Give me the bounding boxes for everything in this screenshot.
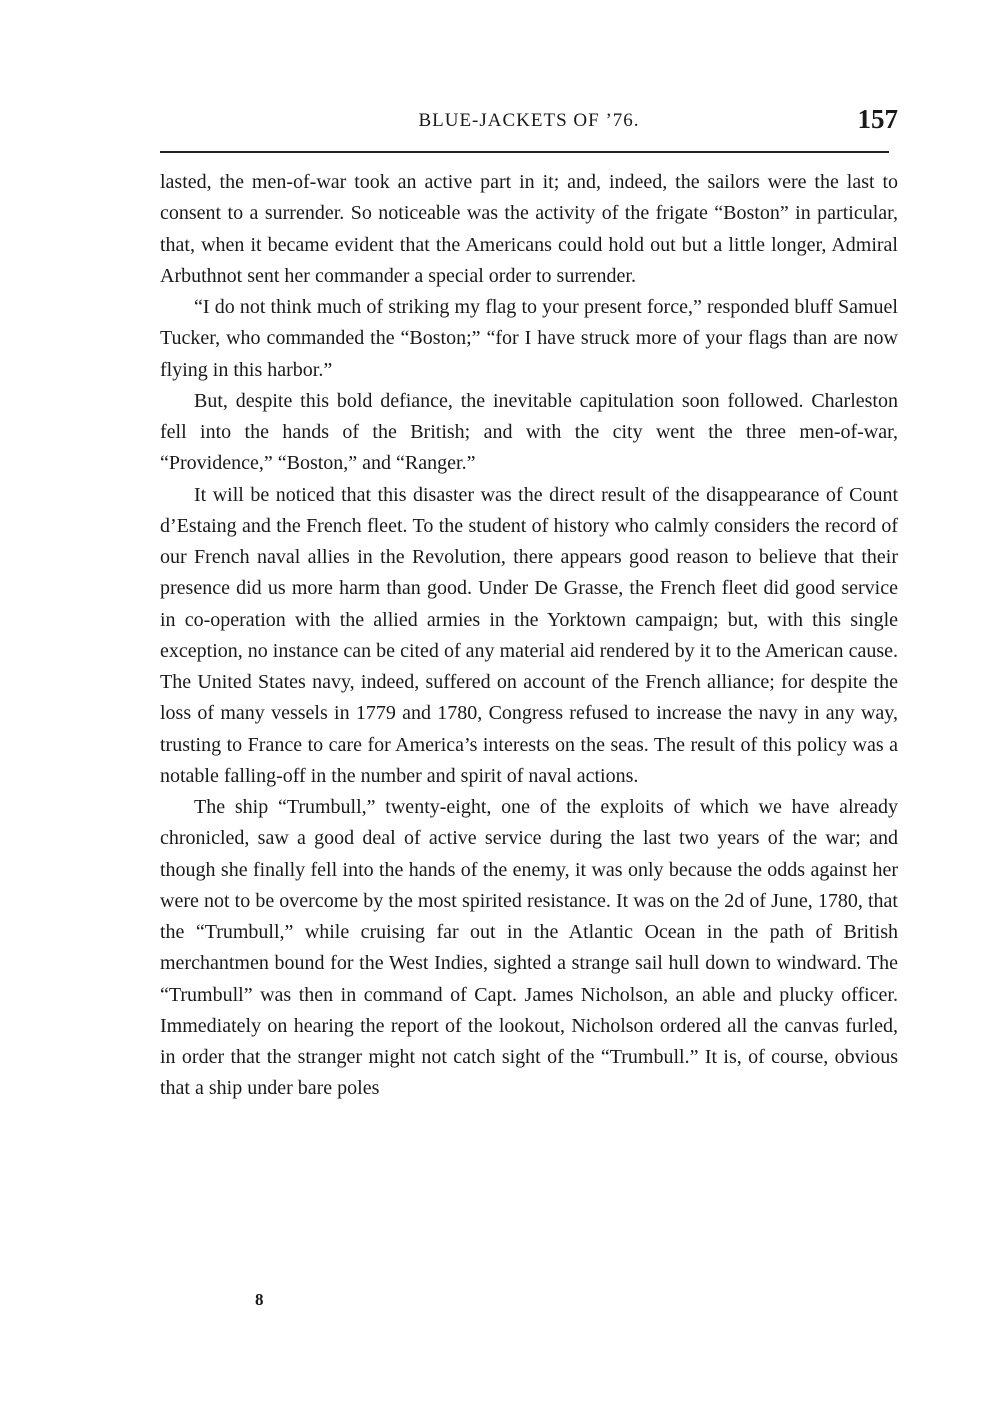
paragraph-trumbull: The ship “Trumbull,” twenty-eight, one of the exploits of which we have already chronicled, saw a good deal of active service during the last two years of the war; and though she finally fell into the hands of the enemy, it was only because the odds against her were not to be overcome by the most spirited resistance. It was on the 2d of June, 1780, that the “Trumbull,” while cruising far out in the Atlantic Ocean in the path of British merchantmen bound for the West Indies, sighted a strange sail hull down to windward. The “Trumbull” was then in command of Capt. James Nicholson, an able and plucky officer. Immediately on hearing the report of the lookout, Nicholson ordered all the canvas furled, in order that the stranger might not catch sight of the “Trumbull.” It is, of course, obvious that a ship under bare poles [160,796,898,1100]
paragraph-tucker-quote: “I do not think much of striking my flag to your present force,” responded bluff Samuel Tucker, who commanded the “Boston;” “for I have struck more of your flags than are now flying in this harbor.” [160,296,898,381]
body-text [160,167,898,1105]
paragraph-french-fleet: It will be noticed that this disaster was the direct result of the disappearance of Count d’Estaing and the French fleet. To the student of history who calmly considers the record of our French naval allies in the Revolution, there appears good reason to believe that their presence did us more harm than good. Under De Grasse, the French fleet did good service in co-operation with the allied armies in the Yorktown campaign; but, with this single exception, no instance can be cited of any material aid rendered by it to the American cause. The United States navy, indeed, suffered on account of the French alliance; for despite the loss of many vessels in 1779 and 1780, Congress refused to increase the navy in any way, trusting to France to care for America’s interests on the seas. The result of this policy was a notable falling-off in the number and spirit of naval actions. [160,483,898,787]
header-rule [160,151,889,153]
signature-mark: 8 [255,1290,264,1309]
paragraph-continued: lasted, the men-of-war took an active part in it; and, indeed, the sailors were the last to consent to a surrender. So noticeable was the activity of the frigate “Boston” in particular, that, when it became evident that the Americans could hold out but a little longer, Admiral Arbuthnot sent her commander a special order to surrender. [160,171,898,287]
running-head [160,104,898,144]
page-number: 157 [857,104,898,134]
running-title: BLUE-JACKETS OF ’76. [418,110,640,131]
paragraph-capitulation: But, despite this bold defiance, the inevitable capitulation soon followed. Charleston fell into the hands of the British; and with the city went the three men-of-war, “Providence,” “Boston,” and “Ranger.” [160,389,898,475]
